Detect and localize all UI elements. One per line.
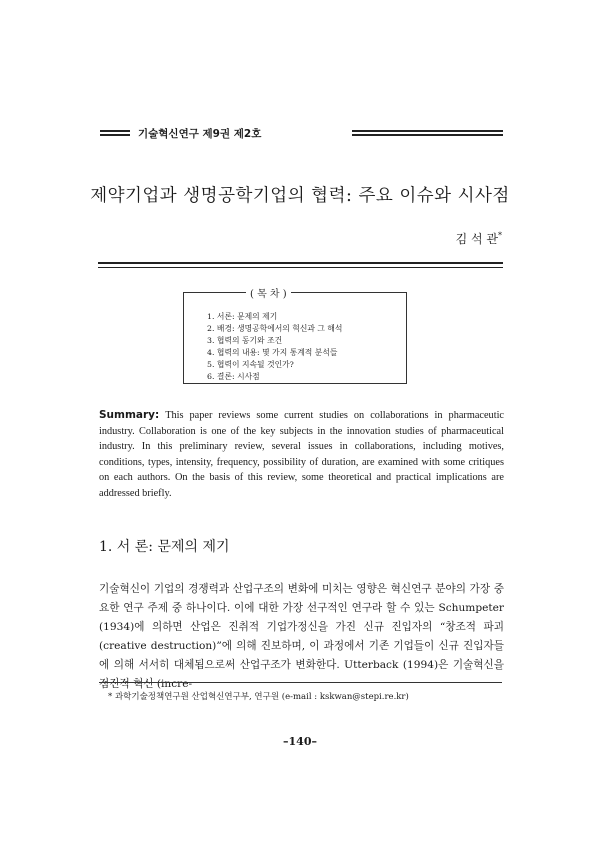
toc-item: 2. 배경: 생명공학에서의 혁신과 그 해석 <box>207 324 343 333</box>
page-number: –140– <box>283 735 317 748</box>
toc-item: 5. 협력이 지속될 것인가? <box>207 360 294 369</box>
toc-list <box>207 311 342 383</box>
author-name: 김 석 관 <box>455 232 498 246</box>
author-line <box>412 230 502 247</box>
footnote-divider <box>99 682 502 683</box>
abstract <box>99 408 504 502</box>
toc-item: 3. 협력의 동기와 조건 <box>207 336 283 345</box>
header-rule-right <box>352 130 503 136</box>
journal-header <box>100 126 503 142</box>
title-divider <box>98 262 503 268</box>
body-paragraph: 기술혁신이 기업의 경쟁력과 산업구조의 변화에 미치는 영향은 혁신연구 분야의 가장 중요한 연구 주제 중 하나이다. 이에 대한 가장 선구적인 연구라 할 수 있는 Schumpeter (1934)에 의하면 산업은 진취적 기업가정신을 가진 신규 진입자의 “창조적 파괴 (creative destruction)”에 의해 진보하며, 이 과정에서 기존 기업들이 신규 진입자들에 의해 서서히 대체됨으로써 산업구조가 변화한다. Utterback (1994)은 기술혁신을 점진적 혁신 (incre- <box>99 583 504 690</box>
summary-text: This paper reviews some current studies on collaborations in pharmaceutic industry. Collaboration is one of the key subjects in the innovation studies of pharmaceutical industry. In this preliminary review, several issues in collaborations, including motives, conditions, types, intensity, frequency, possibility of duration, are examined with some critiques on each authors. On the basis of this review, some theoretical and practical implications are addressed briefly. <box>99 410 504 499</box>
header-rule-left <box>100 130 130 136</box>
toc-item: 4. 협력의 내용: 몇 가지 통계적 분석들 <box>207 348 338 357</box>
author-footnote-mark: * <box>498 231 502 240</box>
author-footnote: * 과학기술정책연구원 산업혁신연구부, 연구원 (e-mail : kskwan@stepi.re.kr) <box>108 692 409 702</box>
toc-heading: ( 목 차 ) <box>246 285 291 300</box>
toc-item: 1. 서론: 문제의 제기 <box>207 312 278 321</box>
article-title: 제약기업과 생명공학기업의 협력: 주요 이슈와 시사점 <box>90 186 510 206</box>
summary-label: Summary: <box>99 409 160 421</box>
journal-name: 기술혁신연구 제9권 제2호 <box>138 128 262 140</box>
toc-item: 6. 결론: 시사점 <box>207 372 260 381</box>
section-heading: 1. 서 론: 문제의 제기 <box>99 539 230 555</box>
table-of-contents <box>183 289 407 384</box>
